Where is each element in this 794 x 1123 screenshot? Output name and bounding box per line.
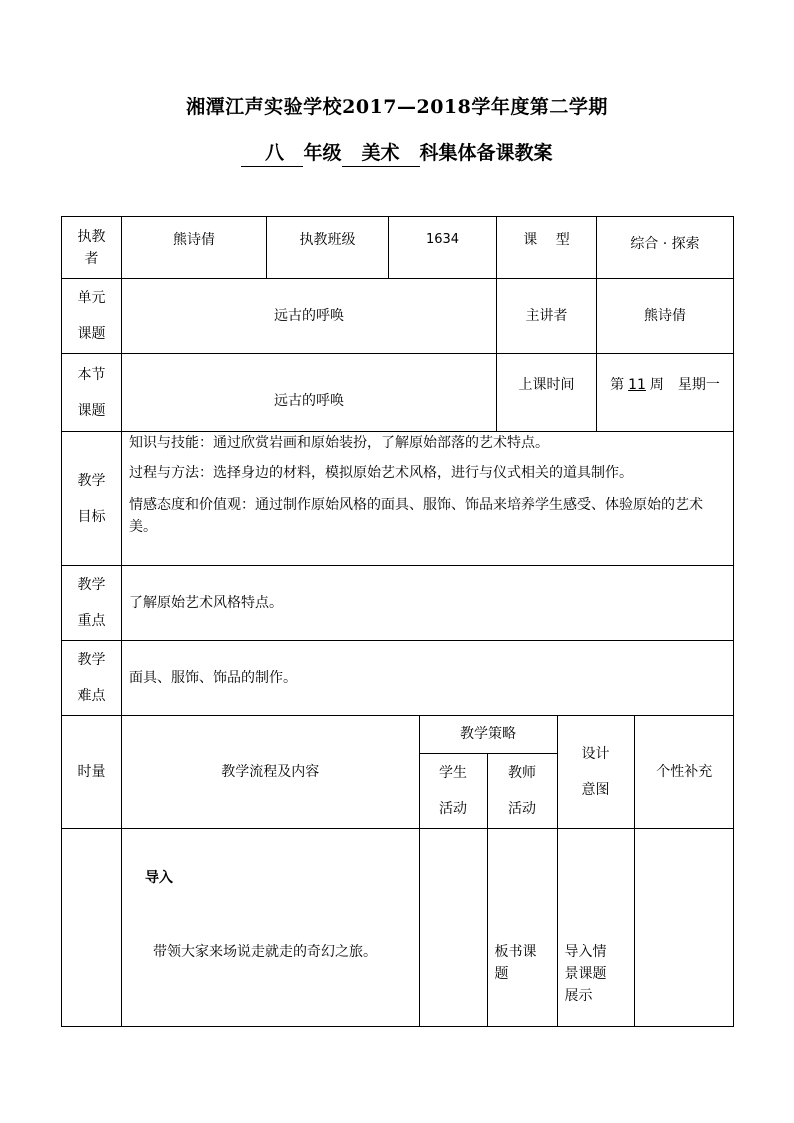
flow-content bbox=[122, 829, 419, 1026]
section-label: 本节 课题 bbox=[62, 354, 122, 432]
class-value: 1634 bbox=[389, 217, 497, 279]
supplement-cell bbox=[634, 829, 734, 1026]
info-row-section bbox=[62, 354, 734, 432]
unit-label: 单元 课题 bbox=[62, 279, 122, 354]
teacher-activity-header: 教师 活动 bbox=[487, 753, 557, 828]
intro-heading: 导入 bbox=[145, 870, 173, 886]
goal-knowledge: 知识与技能：通过欣赏岩画和原始装扮，了解原始部落的艺术特点。 bbox=[129, 435, 549, 451]
goals-content bbox=[122, 432, 734, 566]
goal-process: 过程与方法：选择身边的材料，模拟原始艺术风格，进行与仪式相关的道具制作。 bbox=[129, 465, 633, 481]
subject-suffix: 科集体备课教案 bbox=[419, 142, 553, 164]
flow-header: 教学流程及内容 bbox=[122, 716, 419, 828]
difficulties-label: 教学 难点 bbox=[62, 641, 122, 716]
teacher-value: 熊诗倩 bbox=[122, 217, 267, 279]
difficulties-row bbox=[62, 641, 734, 716]
speaker-label: 主讲者 bbox=[497, 279, 597, 354]
supplement-header: 个性补充 bbox=[656, 764, 713, 780]
design-cell: 导入情 景课题 展示 bbox=[557, 829, 634, 1026]
intro-text: 带领大家来场说走就走的奇幻之旅。 bbox=[153, 944, 377, 960]
teacher-label: 执教 者 bbox=[62, 217, 122, 279]
time-label: 上课时间 bbox=[497, 354, 597, 432]
unit-value: 远古的呼唤 bbox=[122, 279, 497, 354]
time-cell bbox=[62, 829, 122, 1027]
key-points-label: 教学 重点 bbox=[62, 566, 122, 641]
type-label: 课 型 bbox=[497, 217, 597, 279]
info-row-unit bbox=[62, 279, 734, 354]
week-number: 11 bbox=[628, 377, 646, 393]
process-header-row bbox=[62, 716, 734, 829]
teacher-activity-cell: 板书课 题 bbox=[487, 829, 557, 1026]
goals-row bbox=[62, 432, 734, 566]
grade-value: 八 bbox=[241, 140, 303, 167]
strategy-header: 教学策略 bbox=[419, 716, 557, 753]
student-activity-cell bbox=[419, 829, 487, 1026]
time-value: 第 11 周 星期一 bbox=[597, 354, 734, 432]
design-header: 设计 意图 bbox=[557, 716, 634, 828]
type-value: 综合 · 探索 bbox=[597, 217, 734, 279]
student-activity-header: 学生 活动 bbox=[419, 753, 487, 828]
key-points-value: 了解原始艺术风格特点。 bbox=[122, 566, 734, 641]
process-header-grid bbox=[122, 716, 734, 828]
document-title: 湘潭江声实验学校2017—2018学年度第二学期 bbox=[186, 96, 608, 118]
process-content-grid bbox=[122, 829, 734, 1026]
key-points-row bbox=[62, 566, 734, 641]
grade-suffix: 年级 bbox=[303, 142, 342, 164]
difficulties-value: 面具、服饰、饰品的制作。 bbox=[122, 641, 734, 716]
goal-emotion: 情感态度和价值观：通过制作原始风格的面具、服饰、饰品来培养学生感受、体验原始的艺术美。 bbox=[129, 497, 703, 535]
lesson-plan-table bbox=[61, 216, 734, 1027]
goals-label: 教学 目标 bbox=[62, 432, 122, 566]
info-row-teacher bbox=[62, 217, 734, 279]
time-header: 时量 bbox=[62, 716, 122, 829]
document-subtitle bbox=[0, 140, 794, 167]
section-value: 远古的呼唤 bbox=[122, 354, 497, 432]
process-content-row bbox=[62, 829, 734, 1027]
subject-value: 美术 bbox=[342, 140, 420, 167]
class-label: 执教班级 bbox=[267, 217, 389, 279]
speaker-value: 熊诗倩 bbox=[597, 279, 734, 354]
